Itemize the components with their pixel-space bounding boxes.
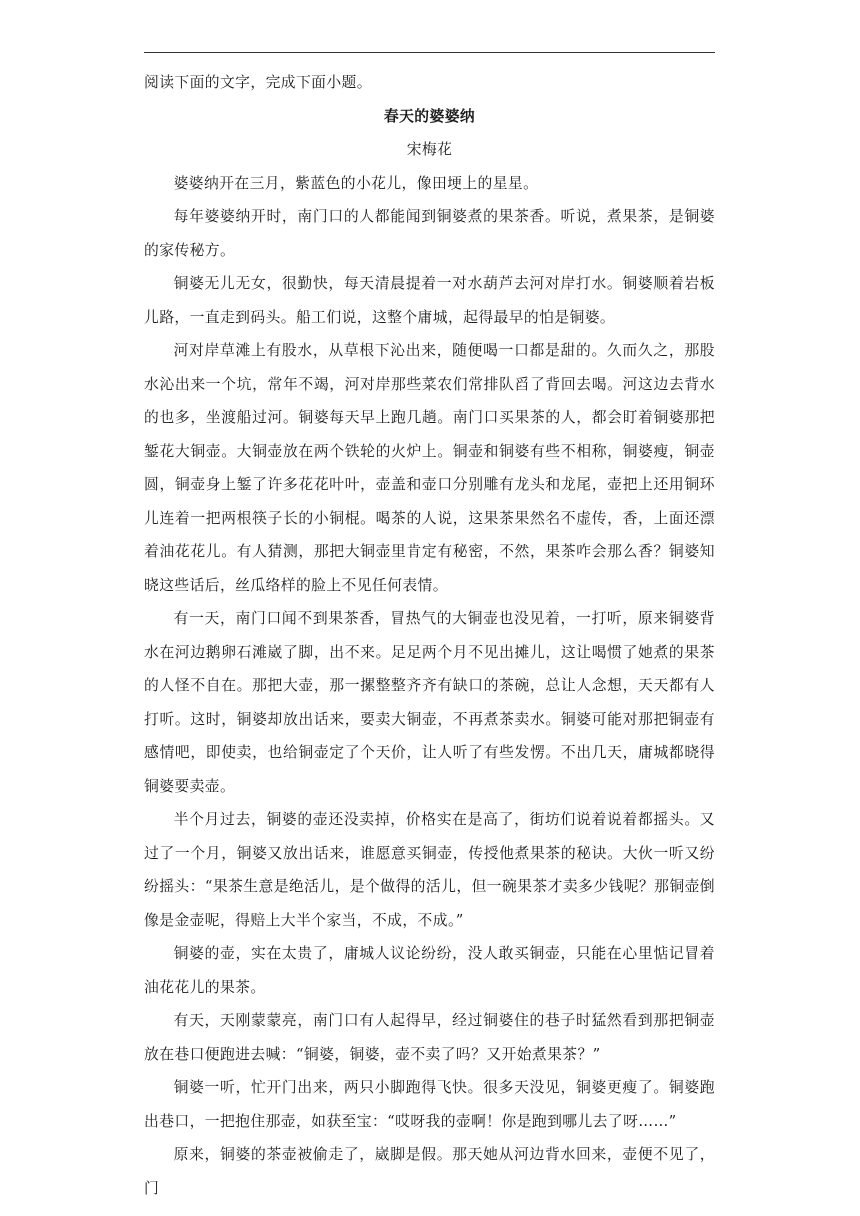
paragraph: 婆婆纳开在三月，紫蓝色的小花儿，像田埂上的星星。 [173,174,539,192]
article-author: 宋梅花 [406,141,453,158]
paragraph: 每年婆婆纳开时，南门口的人都能闻到铜婆煮的果茶香。听说，煮果茶，是铜婆的家传秘方。 [144,208,715,259]
paragraph: 有一天，南门口闻不到果茶香，冒热气的大铜壶也没见着，一打听，原来铜婆背水在河边鹅卵石滩崴了脚，出不来。足足两个月不见出摊儿，这让喝惯了她煮的果茶的人怪不自在。那把大壶，那一摞整整齐齐有缺口的茶碗，总让人念想，天天都有人打听。这时，铜婆却放出话来，要卖大铜壶，不再煮茶卖水。铜婆可能对那把铜壶有感情吧，即使卖，也给铜壶定了个天价，让人听了有些发愣。不出几天，庸城都晓得铜婆要卖壶。 [144,610,715,795]
paragraph: 半个月过去，铜婆的壶还没卖掉，价格实在是高了，街坊们说着说着都摇头。又过了一个月，铜婆又放出话来，谁愿意买铜壶，传授他煮果茶的秘诀。大伙一听又纷纷摇头：“果茶生意是绝活儿，是个做得的活儿，但一碗果茶才卖多少钱呢？那铜壶倒像是金壶呢，得赔上大半个家当，不成，不成。” [144,811,715,929]
paragraph: 铜婆一听，忙开门出来，两只小脚跑得飞快。很多天没见，铜婆更瘦了。铜婆跑出巷口，一把抱住那壶，如获至宝：“哎呀我的壶啊！你是跑到哪儿去了呀……” [144,1079,715,1130]
header-rule [144,52,715,53]
paragraph: 河对岸草滩上有股水，从草根下沁出来，随便喝一口都是甜的。久而久之，那股水沁出来一个坑，常年不竭，河对岸那些菜农们常排队舀了背回去喝。河这边去背水的也多，坐渡船过河。铜婆每天早上跑几趟。南门口买果茶的人，都会盯着铜婆那把錾花大铜壶。大铜壶放在两个铁轮的火炉上。铜壶和铜婆有些不相称，铜婆瘦，铜壶圆，铜壶身上錾了许多花花叶叶，壶盖和壶口分别雕有龙头和龙尾，壶把上还用铜环儿连着一把两根筷子长的小铜棍。喝茶的人说，这果茶果然名不虚传，香，上面还漂着油花花儿。有人猜测，那把大铜壶里肯定有秘密，不然，果茶咋会那么香？铜婆知晓这些话后，丝瓜络样的脸上不见任何表情。 [144,342,715,594]
paragraph: 铜婆无儿无女，很勤快，每天清晨提着一对水葫芦去河对岸打水。铜婆顺着岩板儿路，一直走到码头。船工们说，这整个庸城，起得最早的怕是铜婆。 [144,275,715,326]
paragraph: 铜婆的壶，实在太贵了，庸城人议论纷纷，没人敢买铜壶，只能在心里惦记冒着油花花儿的果茶。 [144,945,715,996]
article-title: 春天的婆婆纳 [383,107,476,125]
paragraph: 有天，天刚蒙蒙亮，南门口有人起得早，经过铜婆住的巷子时猛然看到那把铜壶放在巷口便跑进去喊：“铜婆，铜婆，壶不卖了吗？又开始煮果茶？” [144,1012,715,1063]
article-body [144,66,715,1205]
reading-instruction: 阅读下面的文字，完成下面小题。 [144,74,372,91]
paragraph: 原来，铜婆的茶壶被偷走了，崴脚是假。那天她从河边背水回来，壶便不见了，门 [144,1146,715,1197]
